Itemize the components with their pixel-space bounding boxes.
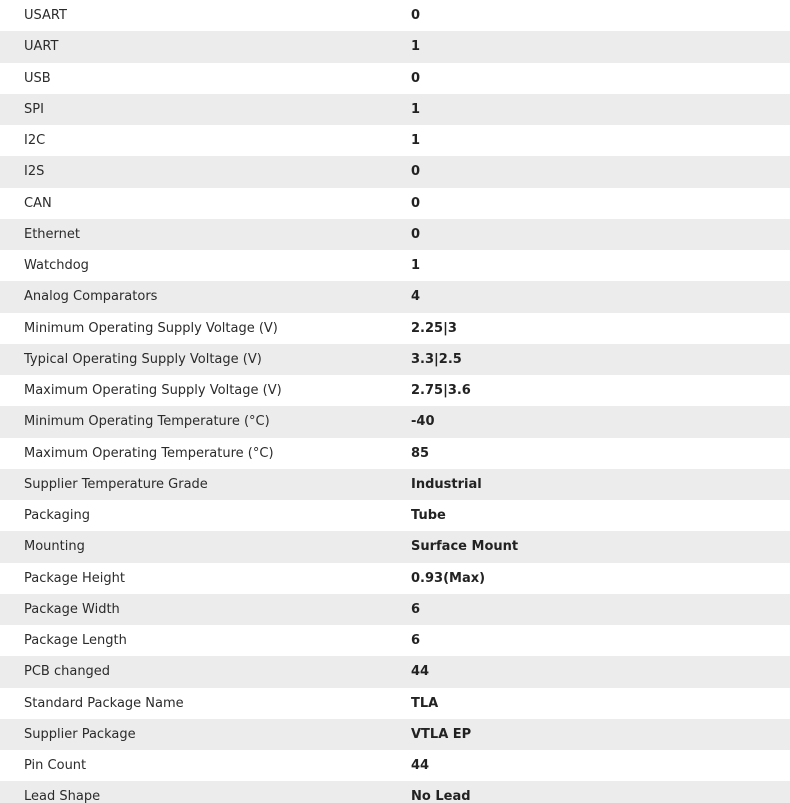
- spec-value: 1: [411, 39, 421, 55]
- spec-row: [0, 500, 790, 531]
- spec-value: 1: [411, 258, 421, 274]
- spec-value: 1: [411, 101, 421, 117]
- spec-label: CAN: [24, 195, 52, 211]
- spec-label: I2S: [24, 164, 45, 180]
- spec-row: [0, 94, 790, 125]
- spec-row: [0, 750, 790, 781]
- spec-value: 0: [411, 8, 421, 24]
- spec-value: 2.25|3: [411, 320, 457, 336]
- spec-row: [0, 531, 790, 562]
- spec-value: 44: [411, 758, 430, 774]
- spec-value: 1: [411, 133, 421, 149]
- spec-row: [0, 375, 790, 406]
- spec-label: Minimum Operating Temperature (°C): [24, 414, 270, 430]
- spec-value: No Lead: [411, 789, 471, 803]
- spec-row: [0, 63, 790, 94]
- spec-label: Supplier Package: [24, 726, 136, 742]
- spec-label: PCB changed: [24, 664, 111, 680]
- spec-value: 0: [411, 226, 421, 242]
- spec-value: 3.3|2.5: [411, 351, 462, 367]
- spec-row: [0, 313, 790, 344]
- spec-label: USART: [24, 8, 67, 24]
- spec-value: 0: [411, 164, 421, 180]
- spec-label: Analog Comparators: [24, 289, 158, 305]
- spec-value: 0: [411, 70, 421, 86]
- spec-value: VTLA EP: [411, 726, 472, 742]
- spec-value: -40: [411, 414, 435, 430]
- spec-value: 0.93(Max): [411, 570, 486, 586]
- spec-row: [0, 125, 790, 156]
- spec-row: [0, 625, 790, 656]
- spec-row: [0, 781, 790, 803]
- spec-row: [0, 31, 790, 62]
- spec-value: Industrial: [411, 476, 482, 492]
- spec-row: [0, 688, 790, 719]
- spec-value: 6: [411, 633, 421, 649]
- spec-value: Surface Mount: [411, 539, 519, 555]
- spec-label: Ethernet: [24, 226, 80, 242]
- spec-row: [0, 656, 790, 687]
- spec-label: Package Height: [24, 570, 125, 586]
- spec-label: Standard Package Name: [24, 695, 184, 711]
- spec-value: 6: [411, 601, 421, 617]
- spec-row: [0, 0, 790, 31]
- spec-label: Minimum Operating Supply Voltage (V): [24, 320, 278, 336]
- spec-row: [0, 250, 790, 281]
- spec-value: Tube: [411, 508, 446, 524]
- spec-label: Pin Count: [24, 758, 87, 774]
- spec-row: [0, 469, 790, 500]
- spec-row: [0, 563, 790, 594]
- spec-value: 0: [411, 195, 421, 211]
- spec-value: 85: [411, 445, 430, 461]
- spec-row: [0, 719, 790, 750]
- spec-label: UART: [24, 39, 59, 55]
- spec-row: [0, 188, 790, 219]
- spec-label: USB: [24, 70, 51, 86]
- spec-label: Package Width: [24, 601, 120, 617]
- spec-label: Typical Operating Supply Voltage (V): [24, 351, 262, 367]
- spec-label: Maximum Operating Temperature (°C): [24, 445, 274, 461]
- spec-row: [0, 438, 790, 469]
- spec-value: 44: [411, 664, 430, 680]
- spec-label: Supplier Temperature Grade: [24, 476, 208, 492]
- spec-label: Maximum Operating Supply Voltage (V): [24, 383, 282, 399]
- spec-row: [0, 594, 790, 625]
- spec-label: Package Length: [24, 633, 127, 649]
- spec-value: 4: [411, 289, 421, 305]
- spec-row: [0, 406, 790, 437]
- spec-row: [0, 156, 790, 187]
- spec-label: Packaging: [24, 508, 90, 524]
- spec-row: [0, 344, 790, 375]
- spec-row: [0, 219, 790, 250]
- spec-value: TLA: [411, 695, 439, 711]
- spec-value: 2.75|3.6: [411, 383, 471, 399]
- spec-label: SPI: [24, 101, 44, 117]
- spec-row: [0, 281, 790, 312]
- spec-label: Lead Shape: [24, 789, 101, 803]
- spec-label: I2C: [24, 133, 46, 149]
- spec-label: Watchdog: [24, 258, 89, 274]
- spec-label: Mounting: [24, 539, 85, 555]
